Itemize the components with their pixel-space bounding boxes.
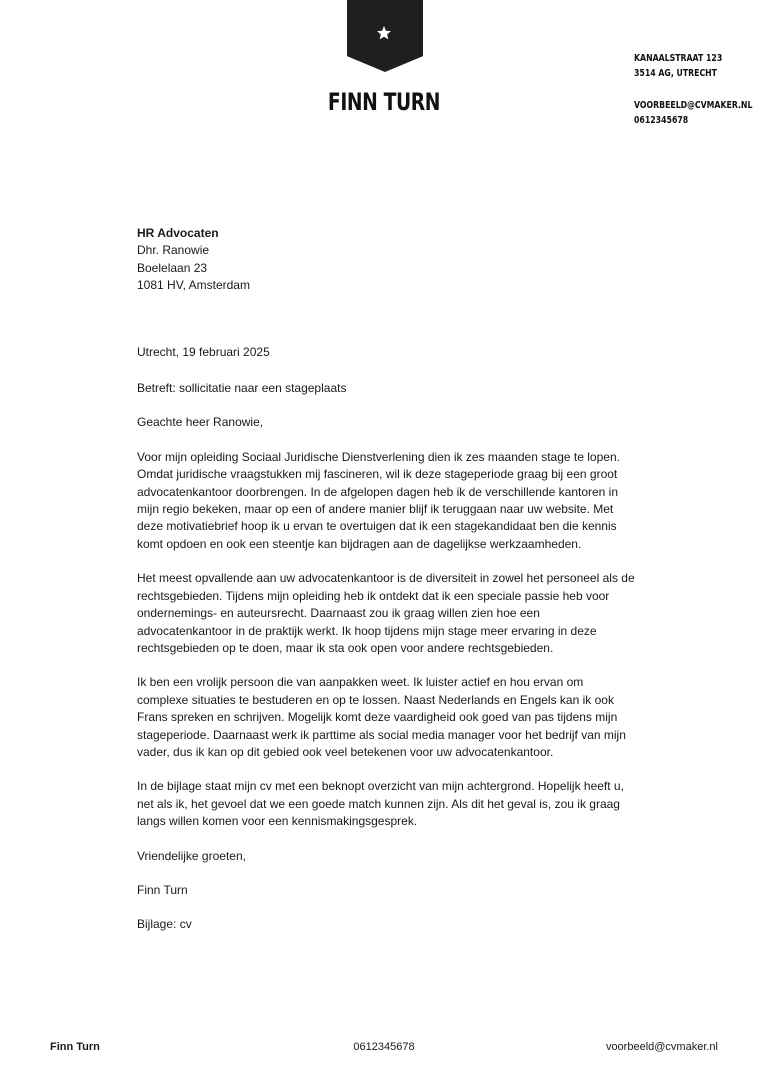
contact-block bbox=[634, 52, 752, 128]
address-line-2: 3514 AG, UTRECHT bbox=[634, 67, 717, 79]
letter-subject: Betreft: sollicitatie naar een stageplaats bbox=[137, 381, 347, 396]
footer-name: Finn Turn bbox=[50, 1041, 100, 1053]
address-line-1: KANAALSTRAAT 123 bbox=[634, 53, 723, 64]
recipient-street: Boelelaan 23 bbox=[137, 260, 208, 275]
letter-date: Utrecht, 19 februari 2025 bbox=[137, 344, 270, 359]
header-banner bbox=[347, 0, 423, 72]
letter-signature: Finn Turn bbox=[137, 882, 188, 897]
applicant-name: FINN TURN bbox=[327, 88, 441, 116]
letter-body bbox=[137, 225, 637, 934]
contact-email: VOORBEELD@CVMAKER.NL bbox=[634, 100, 753, 111]
recipient-company: HR Advocaten bbox=[137, 226, 219, 240]
page-footer bbox=[50, 1041, 718, 1055]
footer-phone: 0612345678 bbox=[353, 1041, 415, 1053]
letter-paragraph: In de bijlage staat mijn cv met een beknopt overzicht van mijn achtergrond. Hopelijk heeft u, net als ik, het gevoel dat we een goede match kunnen zijn. Als dit het geval is, zou ik graag langs willen komen voor een kennismakingsgesprek. bbox=[137, 779, 624, 829]
recipient-contact: Dhr. Ranowie bbox=[137, 243, 210, 258]
letter-paragraph: Ik ben een vrolijk persoon die van aanpakken weet. Ik luister actief en hou ervan om complexe situaties te bestuderen en op te lossen. Naast Nederlands en Engels kan ik ook Frans spreken en schrijven. Mogelijk komt deze vaardigheid ook goed van pas tijdens mijn stageperiode. Daarnaast werk ik parttime als social media manager voor het bedrijf van mijn vader, dus ik kan op dit gebied ook veel betekenen voor uw advocatenkantoor. bbox=[137, 675, 626, 759]
recipient-block bbox=[137, 225, 637, 295]
letter-paragraph: Voor mijn opleiding Sociaal Juridische Dienstverlening dien ik zes maanden stage te lopen. Omdat juridische vraagstukken mij fascineren, wil ik deze stageperiode graag bij een groot advocatenkantoor doorbrengen. In de afgelopen dagen heb ik de verschillende kantoren in mijn regio bekeken, maar op een of andere manier blijf ik teruggaan naar uw website. Met deze motivatiebrief hoop ik u ervan te overtuigen dat ik een stagekandidaat ben die kennis komt opdoen en ook een steentje kan bijdragen aan de dagelijkse werkzaamheden. bbox=[137, 449, 620, 551]
letter-paragraph: Het meest opvallende aan uw advocatenkantoor is de diversiteit in zowel het personeel als de rechtsgebieden. Tijdens mijn opleiding heb ik ontdekt dat ik een speciale passie heb voor ondernemings- en auteursrecht. Daarnaast zou ik graag willen zien hoe een advocatenkantoor in de praktijk werkt. Ik hoop tijdens mijn stage meer ervaring in deze rechtsgebieden op te doen, maar ik sta ook open voor andere rechtsgebieden. bbox=[137, 571, 635, 655]
contact-spacer bbox=[634, 81, 752, 99]
recipient-city: 1081 HV, Amsterdam bbox=[137, 278, 250, 293]
letter-attachment: Bijlage: cv bbox=[137, 917, 192, 932]
footer-email: voorbeeld@cvmaker.nl bbox=[605, 1041, 718, 1053]
star-icon bbox=[376, 25, 392, 41]
letter-closing: Vriendelijke groeten, bbox=[137, 848, 246, 863]
letter-salutation: Geachte heer Ranowie, bbox=[137, 415, 264, 430]
contact-phone: 0612345678 bbox=[634, 114, 689, 126]
